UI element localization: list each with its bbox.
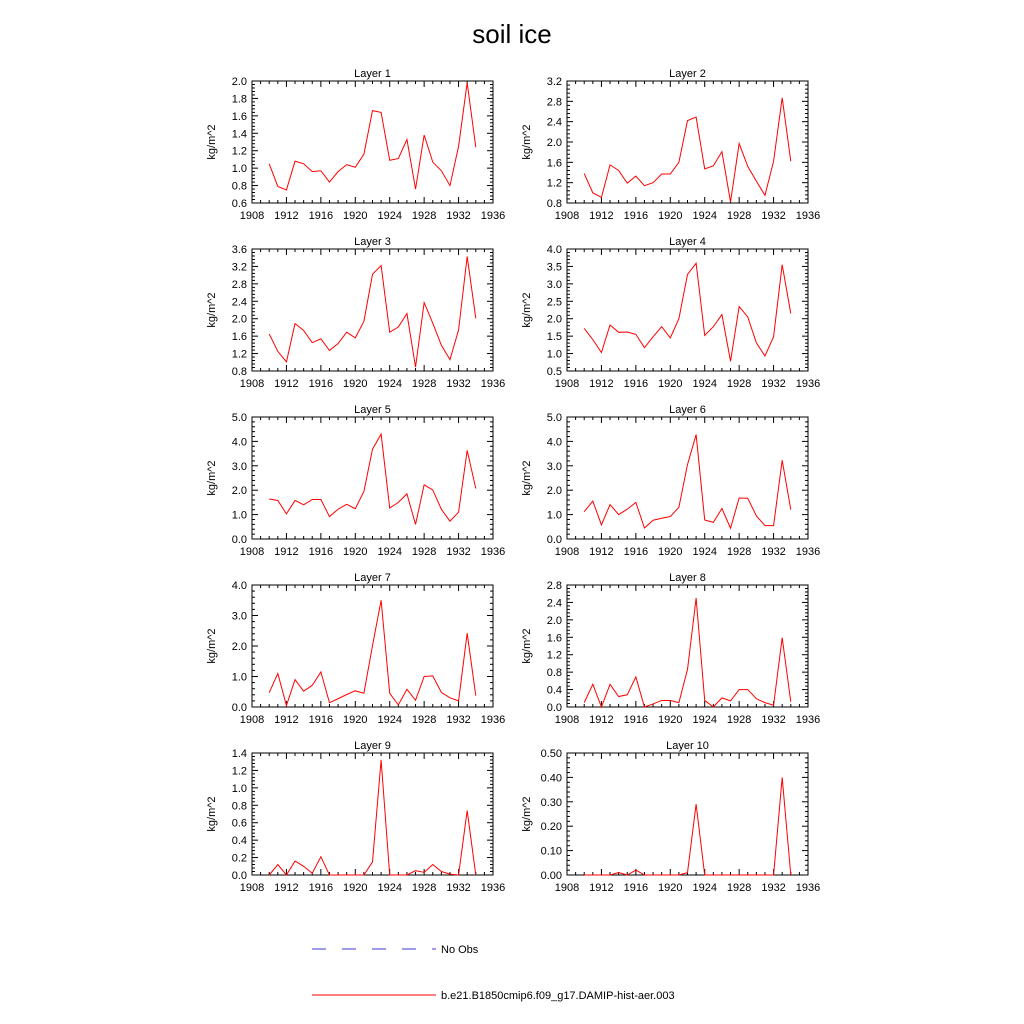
x-tick-label: 1924 bbox=[692, 378, 717, 390]
x-tick-label: 1908 bbox=[239, 882, 265, 894]
y-tick-label: 0.0 bbox=[231, 702, 247, 714]
layer-7-ylabel: kg/m^2 bbox=[206, 628, 218, 664]
x-tick-label: 1920 bbox=[343, 882, 368, 894]
x-tick-label: 1916 bbox=[308, 714, 334, 726]
x-tick-label: 1916 bbox=[623, 882, 649, 894]
y-tick-label: 1.0 bbox=[546, 348, 562, 361]
y-tick-label: 1.2 bbox=[231, 765, 247, 778]
y-tick-label: 1.2 bbox=[231, 348, 247, 361]
y-tick-label: 0.2 bbox=[231, 852, 247, 865]
y-tick-label: 3.5 bbox=[546, 261, 562, 274]
layer-2-frame bbox=[567, 81, 808, 203]
y-tick-label: 0.8 bbox=[231, 366, 247, 378]
x-tick-label: 1928 bbox=[411, 882, 437, 894]
y-tick-label: 1.6 bbox=[546, 632, 562, 645]
x-tick-label: 1932 bbox=[761, 210, 786, 222]
y-tick-label: 2.8 bbox=[231, 278, 247, 291]
x-tick-label: 1920 bbox=[343, 546, 368, 558]
layer-5-title: Layer 5 bbox=[354, 404, 391, 416]
layer-7-series-line bbox=[269, 600, 476, 705]
y-tick-label: 2.0 bbox=[231, 641, 247, 653]
layer-3-panel bbox=[206, 236, 505, 390]
x-tick-label: 1916 bbox=[308, 378, 334, 390]
y-tick-label: 1.2 bbox=[546, 177, 562, 190]
x-tick-label: 1936 bbox=[480, 546, 506, 558]
y-tick-label: 2.0 bbox=[231, 313, 247, 326]
x-tick-label: 1928 bbox=[726, 714, 752, 726]
x-tick-label: 1932 bbox=[446, 882, 471, 894]
y-tick-label: 2.4 bbox=[546, 597, 562, 610]
y-tick-label: 0.0 bbox=[546, 702, 562, 714]
x-tick-label: 1932 bbox=[761, 378, 786, 390]
y-tick-label: 2.8 bbox=[546, 96, 562, 109]
y-tick-label: 2.8 bbox=[546, 580, 562, 592]
y-tick-label: 0.0 bbox=[231, 870, 247, 882]
x-tick-label: 1936 bbox=[480, 210, 506, 222]
layer-2-panel bbox=[521, 68, 820, 222]
y-tick-label: 4.0 bbox=[546, 436, 562, 449]
x-tick-label: 1936 bbox=[795, 882, 821, 894]
y-tick-label: 0.50 bbox=[540, 748, 562, 760]
layer-5-series-line bbox=[269, 434, 476, 524]
y-tick-label: 0.0 bbox=[546, 534, 562, 546]
layer-8-panel bbox=[521, 572, 820, 726]
x-tick-label: 1924 bbox=[377, 210, 402, 222]
y-tick-label: 0.8 bbox=[546, 667, 562, 680]
y-tick-label: 0.5 bbox=[546, 366, 562, 378]
x-tick-label: 1912 bbox=[274, 210, 299, 222]
y-tick-label: 1.2 bbox=[231, 145, 247, 158]
y-tick-label: 1.0 bbox=[231, 509, 247, 522]
x-tick-label: 1936 bbox=[480, 378, 506, 390]
y-tick-label: 3.0 bbox=[231, 610, 247, 623]
y-tick-label: 1.0 bbox=[231, 163, 247, 176]
x-tick-label: 1928 bbox=[411, 546, 437, 558]
layer-5-panel bbox=[206, 404, 505, 558]
y-tick-label: 3.0 bbox=[231, 460, 247, 473]
x-tick-label: 1924 bbox=[692, 210, 717, 222]
x-tick-label: 1908 bbox=[554, 378, 580, 390]
layer-10-ylabel: kg/m^2 bbox=[521, 796, 533, 832]
x-tick-label: 1924 bbox=[377, 882, 402, 894]
x-tick-label: 1912 bbox=[589, 882, 614, 894]
layer-7-panel bbox=[206, 572, 505, 726]
y-tick-label: 1.2 bbox=[546, 649, 562, 662]
x-tick-label: 1932 bbox=[761, 714, 786, 726]
x-tick-label: 1924 bbox=[377, 378, 402, 390]
y-tick-label: 2.0 bbox=[231, 485, 247, 498]
layer-6-panel bbox=[521, 404, 820, 558]
layer-1-ylabel: kg/m^2 bbox=[206, 124, 218, 160]
x-tick-label: 1920 bbox=[658, 714, 683, 726]
x-tick-label: 1928 bbox=[411, 714, 437, 726]
y-tick-label: 0.0 bbox=[231, 534, 247, 546]
layer-9-series-line bbox=[269, 760, 476, 875]
layer-1-title: Layer 1 bbox=[354, 68, 391, 80]
x-tick-label: 1908 bbox=[554, 546, 580, 558]
x-tick-label: 1916 bbox=[623, 210, 649, 222]
layer-4-panel bbox=[521, 236, 820, 390]
layer-8-series-line bbox=[584, 598, 791, 707]
x-tick-label: 1936 bbox=[795, 378, 821, 390]
y-tick-label: 1.6 bbox=[231, 110, 247, 123]
x-tick-label: 1924 bbox=[692, 882, 717, 894]
x-tick-label: 1928 bbox=[726, 882, 752, 894]
x-tick-label: 1936 bbox=[795, 714, 821, 726]
x-tick-label: 1924 bbox=[692, 714, 717, 726]
layer-10-series-line bbox=[584, 777, 791, 875]
y-tick-label: 2.0 bbox=[546, 614, 562, 627]
y-tick-label: 2.0 bbox=[231, 76, 247, 88]
y-tick-label: 0.4 bbox=[231, 835, 247, 848]
x-tick-label: 1912 bbox=[589, 210, 614, 222]
x-tick-label: 1928 bbox=[726, 546, 752, 558]
x-tick-label: 1932 bbox=[761, 546, 786, 558]
y-tick-label: 3.0 bbox=[546, 278, 562, 291]
x-tick-label: 1912 bbox=[589, 378, 614, 390]
y-tick-label: 3.2 bbox=[546, 76, 562, 88]
x-tick-label: 1912 bbox=[274, 714, 299, 726]
layer-5-ylabel: kg/m^2 bbox=[206, 460, 218, 496]
layer-3-title: Layer 3 bbox=[354, 236, 391, 248]
y-tick-label: 0.30 bbox=[540, 796, 562, 809]
y-tick-label: 3.6 bbox=[231, 244, 247, 256]
y-tick-label: 5.0 bbox=[546, 412, 562, 424]
x-tick-label: 1912 bbox=[589, 714, 614, 726]
x-tick-label: 1908 bbox=[554, 714, 580, 726]
x-tick-label: 1932 bbox=[761, 882, 786, 894]
y-tick-label: 2.5 bbox=[546, 296, 562, 309]
y-tick-label: 0.20 bbox=[540, 821, 562, 834]
x-tick-label: 1920 bbox=[658, 546, 683, 558]
x-tick-label: 1924 bbox=[692, 546, 717, 558]
layer-3-series-line bbox=[269, 256, 476, 367]
y-tick-label: 1.4 bbox=[231, 748, 247, 760]
layer-2-ylabel: kg/m^2 bbox=[521, 124, 533, 160]
x-tick-label: 1920 bbox=[343, 378, 368, 390]
layer-9-panel bbox=[206, 740, 505, 894]
layer-3-ylabel: kg/m^2 bbox=[206, 292, 218, 328]
x-tick-label: 1920 bbox=[658, 378, 683, 390]
x-tick-label: 1916 bbox=[308, 546, 334, 558]
y-tick-label: 2.0 bbox=[546, 137, 562, 149]
x-tick-label: 1936 bbox=[795, 546, 821, 558]
no-obs-legend-label: No Obs bbox=[441, 944, 479, 956]
y-tick-label: 4.0 bbox=[546, 244, 562, 256]
x-tick-label: 1928 bbox=[411, 210, 437, 222]
y-tick-label: 0.40 bbox=[540, 772, 562, 785]
layer-8-title: Layer 8 bbox=[669, 572, 706, 584]
y-tick-label: 0.6 bbox=[231, 817, 247, 830]
x-tick-label: 1928 bbox=[726, 210, 752, 222]
x-tick-label: 1908 bbox=[554, 210, 580, 222]
x-tick-label: 1924 bbox=[377, 714, 402, 726]
y-tick-label: 0.10 bbox=[540, 845, 562, 858]
x-tick-label: 1920 bbox=[658, 882, 683, 894]
y-tick-label: 1.5 bbox=[546, 331, 562, 344]
x-tick-label: 1916 bbox=[308, 882, 334, 894]
series-legend-label: b.e21.B1850cmip6.f09_g17.DAMIP-hist-aer.003 bbox=[441, 990, 675, 1002]
x-tick-label: 1908 bbox=[554, 882, 580, 894]
layer-8-frame bbox=[567, 585, 808, 707]
y-tick-label: 1.0 bbox=[231, 782, 247, 795]
layer-10-title: Layer 10 bbox=[666, 740, 709, 752]
y-tick-label: 0.8 bbox=[231, 800, 247, 813]
y-tick-label: 2.0 bbox=[546, 313, 562, 326]
y-tick-label: 0.8 bbox=[231, 180, 247, 193]
layer-10-panel bbox=[521, 740, 820, 894]
x-tick-label: 1912 bbox=[274, 546, 299, 558]
layer-4-series-line bbox=[584, 263, 791, 361]
layer-9-ylabel: kg/m^2 bbox=[206, 796, 218, 832]
x-tick-label: 1908 bbox=[239, 546, 265, 558]
panels-grid bbox=[206, 68, 820, 894]
y-tick-label: 1.8 bbox=[231, 93, 247, 106]
layer-9-title: Layer 9 bbox=[354, 740, 391, 752]
y-tick-label: 4.0 bbox=[231, 436, 247, 449]
y-tick-label: 2.4 bbox=[546, 116, 562, 129]
y-tick-label: 0.4 bbox=[546, 684, 562, 697]
layer-6-title: Layer 6 bbox=[669, 404, 706, 416]
x-tick-label: 1912 bbox=[589, 546, 614, 558]
y-tick-label: 1.6 bbox=[546, 157, 562, 170]
layer-10-frame bbox=[567, 753, 808, 875]
layer-6-ylabel: kg/m^2 bbox=[521, 460, 533, 496]
layer-2-series-line bbox=[584, 98, 791, 202]
layer-4-title: Layer 4 bbox=[669, 236, 706, 248]
y-tick-label: 4.0 bbox=[231, 580, 247, 592]
x-tick-label: 1920 bbox=[343, 714, 368, 726]
layer-4-frame bbox=[567, 249, 808, 371]
x-tick-label: 1916 bbox=[308, 210, 334, 222]
x-tick-label: 1920 bbox=[658, 210, 683, 222]
x-tick-label: 1936 bbox=[480, 714, 506, 726]
x-tick-label: 1936 bbox=[795, 210, 821, 222]
y-tick-label: 1.0 bbox=[231, 671, 247, 684]
x-tick-label: 1920 bbox=[343, 210, 368, 222]
x-tick-label: 1932 bbox=[446, 378, 471, 390]
y-tick-label: 2.4 bbox=[231, 296, 247, 309]
layer-8-ylabel: kg/m^2 bbox=[521, 628, 533, 664]
x-tick-label: 1916 bbox=[623, 546, 649, 558]
x-tick-label: 1924 bbox=[377, 546, 402, 558]
y-tick-label: 5.0 bbox=[231, 412, 247, 424]
layer-2-title: Layer 2 bbox=[669, 68, 706, 80]
y-tick-label: 0.6 bbox=[231, 198, 247, 210]
x-tick-label: 1916 bbox=[623, 714, 649, 726]
x-tick-label: 1928 bbox=[726, 378, 752, 390]
figure-title: soil ice bbox=[472, 19, 552, 49]
x-tick-label: 1928 bbox=[411, 378, 437, 390]
x-tick-label: 1908 bbox=[239, 210, 265, 222]
layer-5-frame bbox=[252, 417, 493, 539]
layer-6-series-line bbox=[584, 435, 791, 529]
y-tick-label: 3.0 bbox=[546, 460, 562, 473]
y-tick-label: 1.6 bbox=[231, 331, 247, 344]
y-tick-label: 0.00 bbox=[540, 870, 562, 882]
x-tick-label: 1932 bbox=[446, 714, 471, 726]
y-tick-label: 1.0 bbox=[546, 509, 562, 522]
layer-4-ylabel: kg/m^2 bbox=[521, 292, 533, 328]
layer-1-series-line bbox=[269, 83, 476, 190]
y-tick-label: 0.8 bbox=[546, 198, 562, 210]
x-tick-label: 1932 bbox=[446, 546, 471, 558]
y-tick-label: 3.2 bbox=[231, 261, 247, 274]
x-tick-label: 1916 bbox=[623, 378, 649, 390]
x-tick-label: 1936 bbox=[480, 882, 506, 894]
x-tick-label: 1908 bbox=[239, 714, 265, 726]
x-tick-label: 1908 bbox=[239, 378, 265, 390]
layer-1-panel bbox=[206, 68, 505, 222]
y-tick-label: 2.0 bbox=[546, 485, 562, 498]
x-tick-label: 1912 bbox=[274, 882, 299, 894]
x-tick-label: 1932 bbox=[446, 210, 471, 222]
y-tick-label: 1.4 bbox=[231, 128, 247, 141]
layer-7-title: Layer 7 bbox=[354, 572, 391, 584]
x-tick-label: 1912 bbox=[274, 378, 299, 390]
legend bbox=[312, 944, 675, 1002]
